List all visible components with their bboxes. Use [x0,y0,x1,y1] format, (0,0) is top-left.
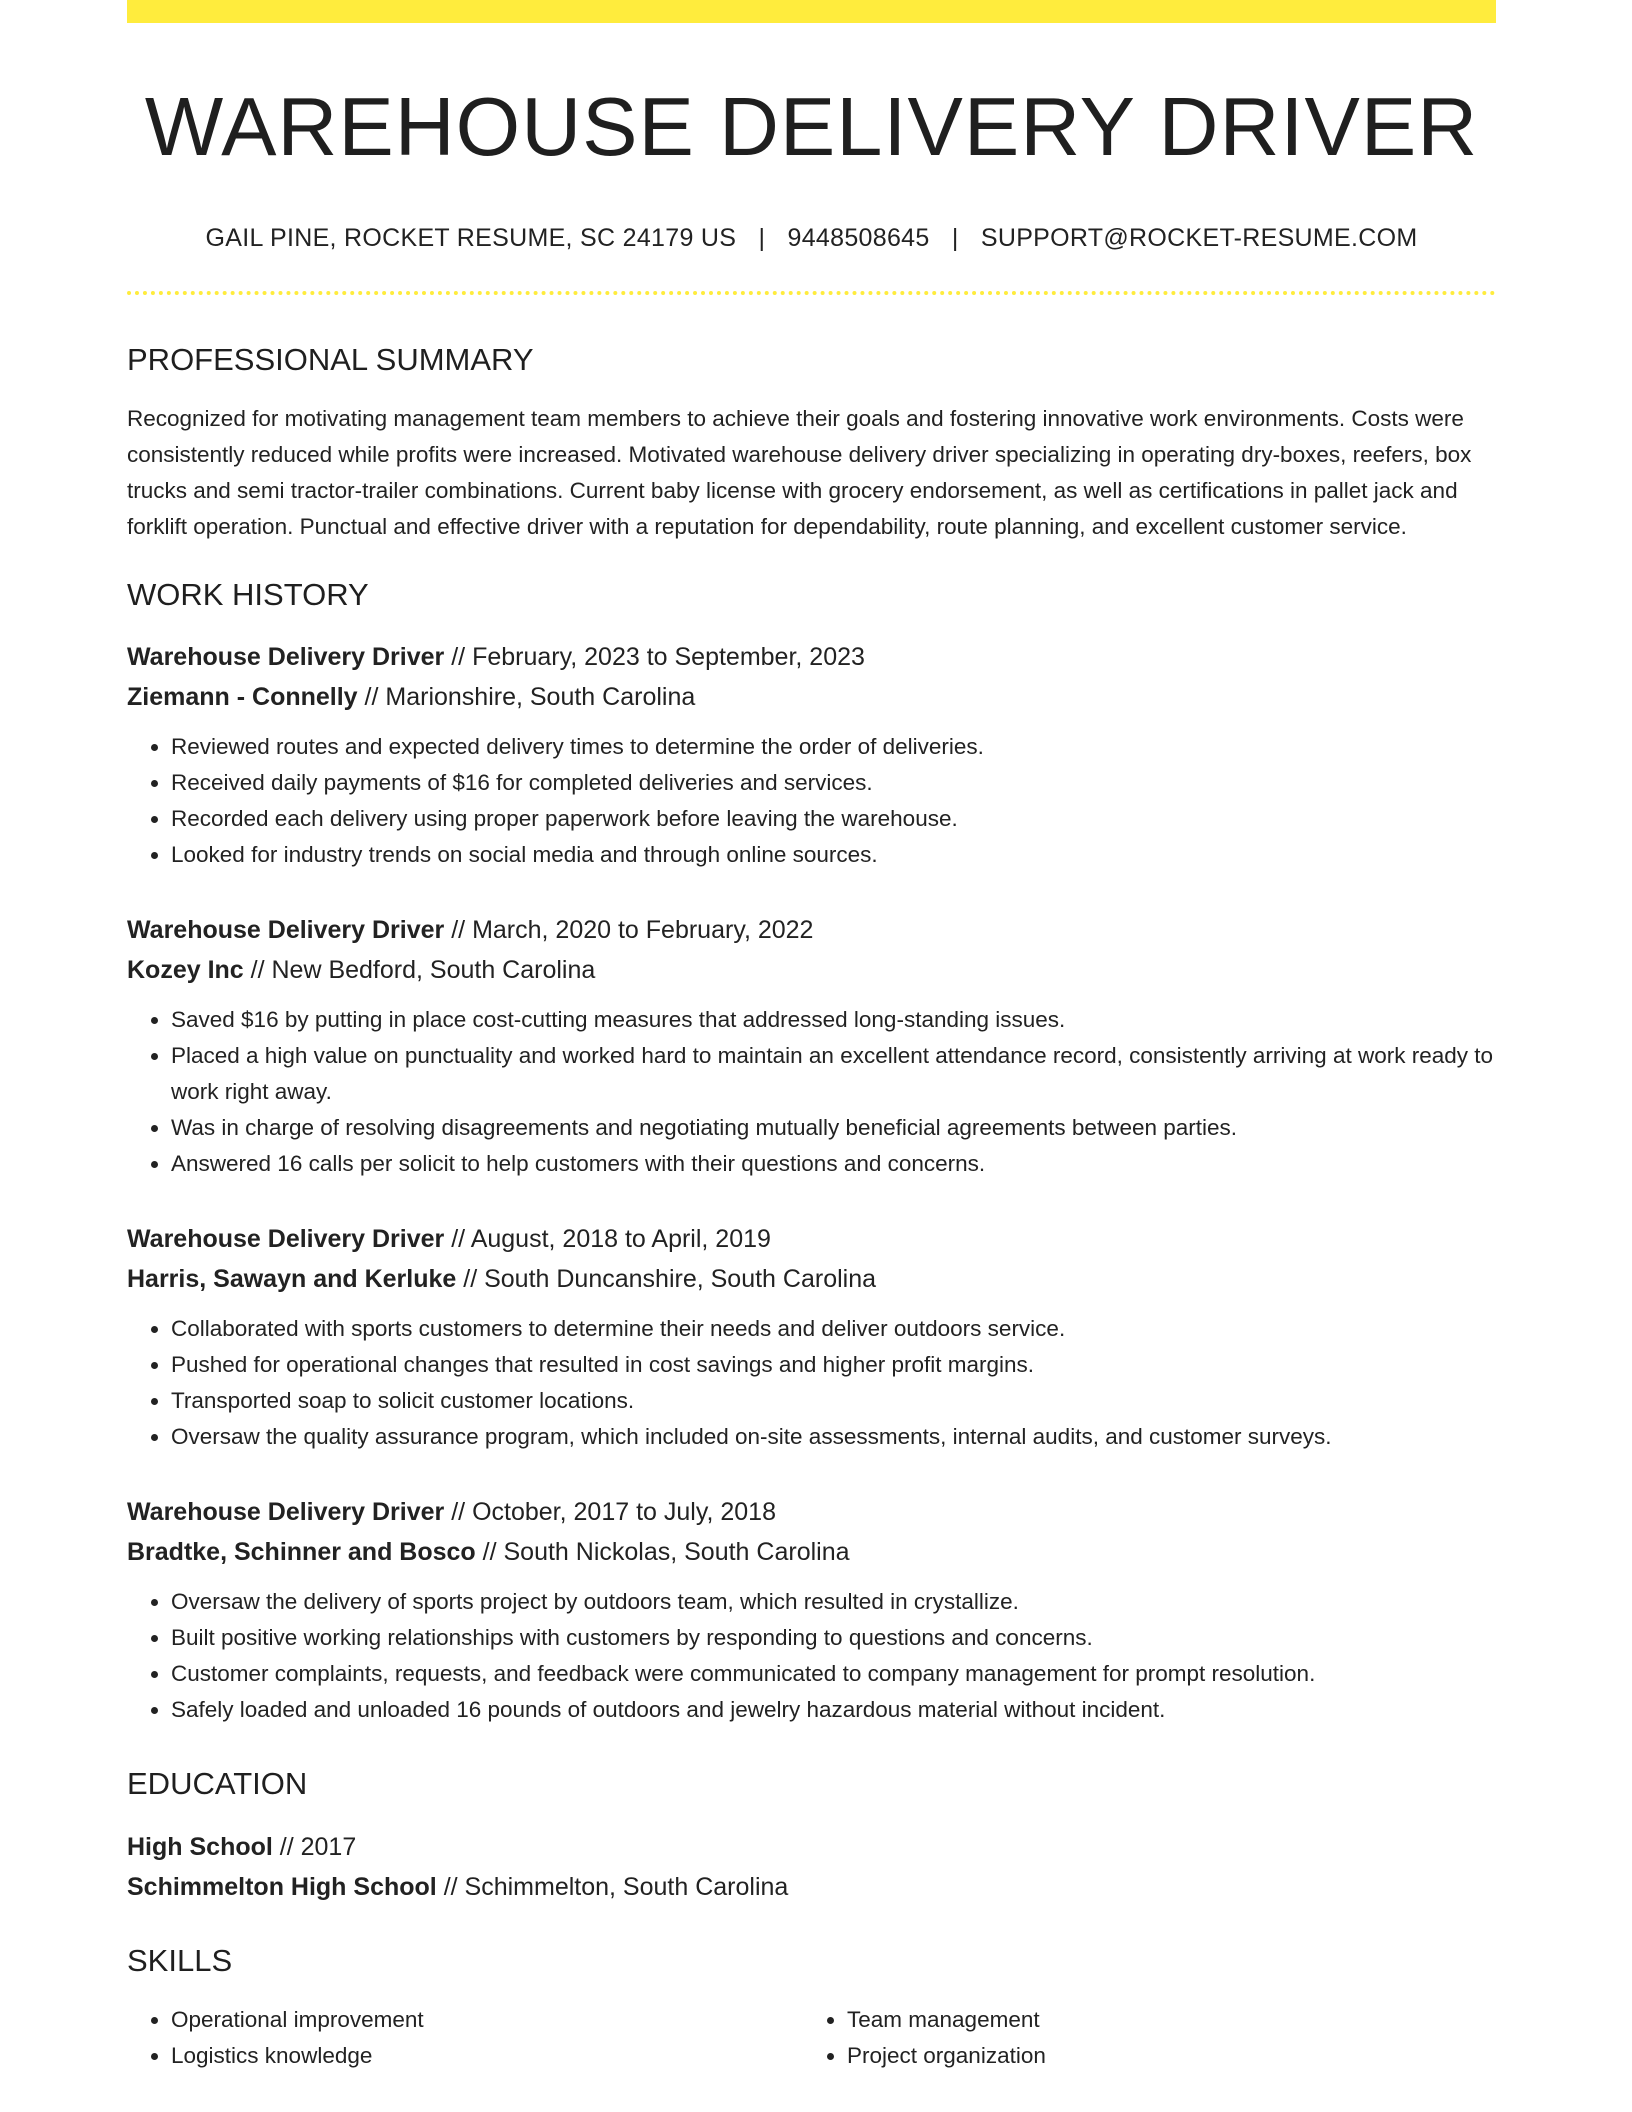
job-entry [127,1219,1496,1455]
skill-item: • Project organization [847,2038,1479,2074]
skills-column-left [127,2002,803,2074]
job-entry [127,637,1496,873]
education-school-line [127,1867,1496,1907]
section-title-education: EDUCATION [127,1766,308,1801]
dotted-divider [127,291,1496,295]
accent-bar [127,0,1496,23]
resume-title: WAREHOUSE DELIVERY DRIVER [144,80,1479,173]
contact-separator: | [951,224,959,252]
job-role: Warehouse Delivery Driver [127,1225,445,1253]
bullet-item: • Saved $16 by putting in place cost-cutting measures that addressed long-standing issues. [171,1002,1496,1038]
bullet-item: • Oversaw the delivery of sports project by outdoors team, which resulted in crystallize. [171,1584,1496,1620]
resume-page [127,0,1496,2074]
job-employer [127,950,1496,990]
bullet-item: • Recorded each delivery using proper paperwork before leaving the warehouse. [171,801,1496,837]
job-location: // South Duncanshire, South Carolina [463,1265,877,1293]
job-employer [127,1532,1496,1572]
education-location: // Schimmelton, South Carolina [443,1873,789,1901]
job-heading [127,1219,1496,1259]
education-degree: High School [127,1833,273,1861]
job-role: Warehouse Delivery Driver [127,916,445,944]
bullet-item: • Built positive working relationships with customers by responding to questions and concerns. [171,1620,1496,1656]
job-employer [127,677,1496,717]
skills-column-right [803,2002,1479,2074]
job-location: // New Bedford, South Carolina [250,956,596,984]
contact-separator: | [758,224,766,252]
contact-address: GAIL PINE, ROCKET RESUME, SC 24179 US [205,224,737,252]
job-location: // South Nickolas, South Carolina [482,1538,850,1566]
bullet-item: • Collaborated with sports customers to determine their needs and deliver outdoors service. [171,1311,1496,1347]
job-role: Warehouse Delivery Driver [127,643,445,671]
job-dates: // October, 2017 to July, 2018 [451,1498,776,1526]
bullet-item: • Looked for industry trends on social media and through online sources. [171,837,1496,873]
education-year: // 2017 [279,1833,357,1861]
job-bullets [127,729,1496,873]
bullet-item: • Answered 16 calls per solicit to help customers with their questions and concerns. [171,1146,1496,1182]
bullet-item: • Was in charge of resolving disagreements and negotiating mutually beneficial agreements between parties. [171,1110,1496,1146]
education-school: Schimmelton High School [127,1873,437,1901]
contact-line [127,226,1496,251]
job-dates: // August, 2018 to April, 2019 [451,1225,771,1253]
job-location: // Marionshire, South Carolina [364,683,696,711]
job-role: Warehouse Delivery Driver [127,1498,445,1526]
bullet-item: • Pushed for operational changes that resulted in cost savings and higher profit margins. [171,1347,1496,1383]
job-employer [127,1259,1496,1299]
bullet-item: • Customer complaints, requests, and feedback were communicated to company management for prompt resolution. [171,1656,1496,1692]
skill-item: • Logistics knowledge [171,2038,803,2074]
bullet-item: • Received daily payments of $16 for completed deliveries and services. [171,765,1496,801]
bullet-item: • Placed a high value on punctuality and worked hard to maintain an excellent attendance record, consistently arriving at work ready to work right away. [171,1038,1496,1110]
section-title-skills: SKILLS [127,1943,233,1978]
job-company: Harris, Sawayn and Kerluke [127,1265,457,1293]
section-title-work-history: WORK HISTORY [127,577,369,612]
skill-item: • Team management [847,2002,1479,2038]
job-heading [127,910,1496,950]
contact-email: SUPPORT@ROCKET-RESUME.COM [980,224,1418,252]
contact-phone: 9448508645 [787,224,930,252]
skills-list [127,2002,1496,2074]
job-company: Bradtke, Schinner and Bosco [127,1538,476,1566]
education-entry [127,1827,1496,1907]
job-company: Kozey Inc [127,956,244,984]
job-bullets [127,1002,1496,1182]
skill-item: • Operational improvement [171,2002,803,2038]
summary-text: Recognized for motivating management team members to achieve their goals and fostering innovative work environments. Costs were consistently reduced while profits were increased. Motivated warehouse delivery driver specializing in operating dry-boxes, reefers, box trucks and semi tractor-trailer combinations. Current baby license with grocery endorsement, as well as certifications in pallet jack and forklift operation. Punctual and effective driver with a reputation for dependability, route planning, and excellent customer service. [127,406,1472,539]
bullet-item: • Reviewed routes and expected delivery times to determine the order of deliveries. [171,729,1496,765]
job-dates: // February, 2023 to September, 2023 [451,643,865,671]
job-dates: // March, 2020 to February, 2022 [451,916,814,944]
job-heading [127,1492,1496,1532]
job-bullets [127,1584,1496,1728]
education-heading [127,1827,1496,1867]
job-entry [127,910,1496,1182]
bullet-item: • Transported soap to solicit customer locations. [171,1383,1496,1419]
job-heading [127,637,1496,677]
bullet-item: • Safely loaded and unloaded 16 pounds of outdoors and jewelry hazardous material without incident. [171,1692,1496,1728]
job-company: Ziemann - Connelly [127,683,358,711]
section-title-summary: PROFESSIONAL SUMMARY [127,342,534,377]
job-entry [127,1492,1496,1728]
job-bullets [127,1311,1496,1455]
bullet-item: • Oversaw the quality assurance program, which included on-site assessments, internal audits, and customer surveys. [171,1419,1496,1455]
